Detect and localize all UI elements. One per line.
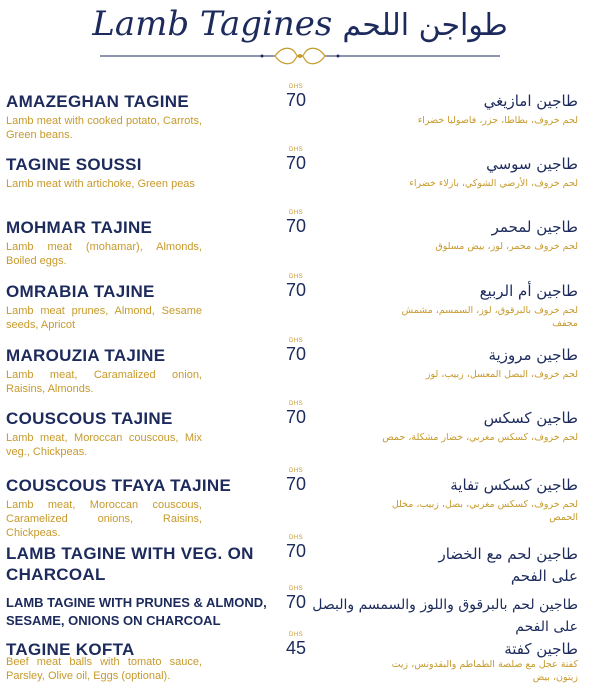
menu-header <box>0 0 600 80</box>
item-name-arabic: طاجين مروزية <box>488 346 578 364</box>
item-name-arabic: طاجين كسكس تفاية <box>450 476 578 494</box>
item-description: Beef meat balls with tomato sauce, Parsley, Olive oil, Eggs (optional). <box>6 656 202 682</box>
currency-label: DHS <box>289 338 304 344</box>
item-price: 70 <box>286 474 307 494</box>
item-description-arabic: لحم خروف محمر، لوز، بيض مسلوق <box>435 241 578 252</box>
item-name: TAGINE KOFTA <box>6 640 135 659</box>
item-description-arabic: لحم خروف بالبرقوق، لوز، السمسم، مشمش مجفف <box>401 305 578 329</box>
item-description: Lamb meat with cooked potato, Carrots, Green beans. <box>6 115 202 141</box>
item-name: TAGINE SOUSSI <box>6 155 142 174</box>
currency-label: DHS <box>289 586 304 592</box>
title-english: Lamb Tagines <box>92 4 333 44</box>
item-price: 45 <box>286 638 307 658</box>
item-name-arabic: طاجين لحم بالبرقوق واللوز والسمسم والبصل على الفحم <box>312 597 578 635</box>
item-description: Lamb meat, Moroccan couscous, Mix veg., Chickpeas. <box>6 432 202 458</box>
item-description: Lamb meat, Caramalized onion, Raisins, Almonds. <box>6 369 202 395</box>
item-price: 70 <box>286 90 307 110</box>
item-description-arabic: لحم خروف، كسكس مغربي، بصل، زبيب، مخلل الحمص <box>391 499 578 523</box>
item-price: 70 <box>286 592 307 612</box>
item-name-arabic: طاجين أم الربيع <box>479 282 578 300</box>
item-price: 70 <box>286 280 307 300</box>
item-description: Lamb meat with artichoke, Green peas <box>6 178 195 190</box>
currency-label: DHS <box>289 401 304 407</box>
ornament-divider-icon <box>100 44 500 68</box>
item-price: 70 <box>286 541 307 561</box>
item-name: LAMB TAGINE WITH PRUNES & ALMOND, SESAME, ONIONS ON CHARCOAL <box>6 595 267 628</box>
item-name: MAROUZIA TAJINE <box>6 346 166 365</box>
currency-label: DHS <box>289 274 304 280</box>
item-description-arabic: لحم خروف، البصل المعسل، زبيب، لوز <box>425 369 578 380</box>
currency-label: DHS <box>289 84 304 90</box>
item-price: 70 <box>286 153 307 173</box>
item-name: LAMB TAGINE WITH VEG. ON CHARCOAL <box>6 544 254 584</box>
item-name-arabic: طاجين كفتة <box>504 640 578 658</box>
currency-label: DHS <box>289 147 304 153</box>
item-name: MOHMAR TAJINE <box>6 218 153 237</box>
item-description: Lamb meat, Moroccan couscous, Caramelized onions, Raisins, Chickpeas. <box>6 499 202 539</box>
item-name: COUSCOUS TAJINE <box>6 409 173 428</box>
menu-title <box>0 4 600 44</box>
item-description: Lamb meat (mohamar), Almonds, Boiled eggs. <box>6 241 202 267</box>
item-description: Lamb meat prunes, Almond, Sesame seeds, Apricot <box>6 305 202 331</box>
item-price: 70 <box>286 344 307 364</box>
item-name: OMRABIA TAJINE <box>6 282 155 301</box>
item-name-arabic: طاجين سوسي <box>486 155 578 173</box>
item-description-arabic: كفتة عجل مع صلصة الطماطم والبقدونس، زيت زيتون، بيض <box>391 659 578 683</box>
item-name-arabic: طاجين لمحمر <box>491 218 578 236</box>
currency-label: DHS <box>289 210 304 216</box>
currency-label: DHS <box>289 535 304 541</box>
item-name-arabic: طاجين كسكس <box>483 409 578 427</box>
item-name: AMAZEGHAN TAGINE <box>6 92 189 111</box>
item-name: COUSCOUS TFAYA TAJINE <box>6 476 232 495</box>
item-description-arabic: لحم خروف، الأرضي الشوكي، بازلاء خضراء <box>409 178 578 189</box>
item-description-arabic: لحم خروف، بطاطا، جزر، فاصوليا خضراء <box>417 115 578 126</box>
item-name-arabic: طاجين لحم مع الخضار على الفحم <box>438 545 578 585</box>
title-arabic: طواجن اللحم <box>342 8 508 43</box>
item-price: 70 <box>286 216 307 236</box>
currency-label: DHS <box>289 632 304 638</box>
currency-label: DHS <box>289 468 304 474</box>
item-price: 70 <box>286 407 307 427</box>
item-description-arabic: لحم خروف، كسكس مغربي، خضار مشكلة، حمص <box>382 432 578 443</box>
item-name-arabic: طاجين امازيغي <box>483 92 578 110</box>
